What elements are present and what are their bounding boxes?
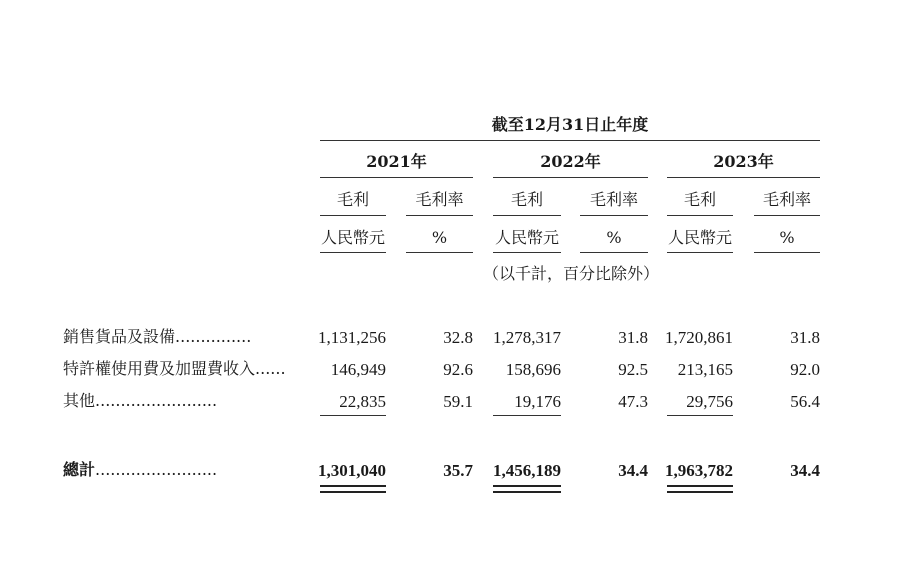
unit-rmb: 人民幣元 bbox=[667, 228, 732, 247]
double-underline bbox=[667, 491, 733, 493]
year-2022: 2022年 bbox=[540, 152, 601, 171]
divider bbox=[493, 177, 648, 178]
gross-margin-header: 毛利率 bbox=[589, 190, 638, 209]
table-cell: 59.1 bbox=[443, 392, 473, 411]
total-cell: 1,456,189 bbox=[493, 461, 561, 480]
total-label: 總計........................ bbox=[63, 460, 218, 479]
double-underline bbox=[667, 485, 733, 487]
divider bbox=[406, 252, 473, 253]
divider bbox=[320, 252, 386, 253]
row-label: 銷售貨品及設備............... bbox=[63, 327, 252, 346]
divider bbox=[320, 177, 473, 178]
unit-percent: % bbox=[431, 228, 448, 247]
row-label: 其他........................ bbox=[63, 391, 218, 410]
divider bbox=[667, 252, 733, 253]
divider bbox=[493, 415, 561, 416]
divider bbox=[580, 252, 648, 253]
table-cell: 1,720,861 bbox=[665, 328, 733, 347]
unit-percent: % bbox=[606, 228, 622, 247]
total-cell: 34.4 bbox=[618, 461, 648, 480]
units-note: （以千計，百分比除外） bbox=[483, 264, 660, 283]
divider bbox=[406, 215, 473, 216]
divider bbox=[754, 215, 820, 216]
divider bbox=[493, 215, 561, 216]
table-cell: 19,176 bbox=[514, 392, 561, 411]
total-cell: 1,301,040 bbox=[318, 461, 386, 480]
table-cell: 56.4 bbox=[790, 392, 820, 411]
double-underline bbox=[493, 485, 561, 487]
gross-profit-header: 毛利 bbox=[510, 190, 543, 209]
table-cell: 158,696 bbox=[505, 360, 561, 379]
table-cell: 92.6 bbox=[443, 360, 473, 379]
double-underline bbox=[493, 491, 561, 493]
table-cell: 31.8 bbox=[790, 328, 820, 347]
period-header: 截至12月31日止年度 bbox=[491, 115, 649, 134]
table-cell: 92.5 bbox=[618, 360, 648, 379]
unit-percent: % bbox=[779, 228, 795, 247]
total-cell: 1,963,782 bbox=[665, 461, 733, 480]
total-cell: 34.4 bbox=[790, 461, 820, 480]
divider bbox=[754, 252, 820, 253]
table-cell: 213,165 bbox=[677, 360, 733, 379]
year-2023: 2023年 bbox=[713, 152, 774, 171]
gross-margin-header: 毛利率 bbox=[415, 190, 464, 209]
table-cell: 1,278,317 bbox=[493, 328, 561, 347]
table-cell: 32.8 bbox=[443, 328, 473, 347]
gross-profit-header: 毛利 bbox=[683, 190, 716, 209]
table-cell: 92.0 bbox=[790, 360, 820, 379]
table-cell: 1,131,256 bbox=[318, 328, 386, 347]
divider bbox=[667, 215, 733, 216]
unit-rmb: 人民幣元 bbox=[494, 228, 559, 247]
divider bbox=[667, 415, 733, 416]
year-2021: 2021年 bbox=[366, 152, 427, 171]
row-label: 特許權使用費及加盟費收入...... bbox=[63, 359, 286, 378]
table-cell: 47.3 bbox=[618, 392, 648, 411]
table-cell: 29,756 bbox=[686, 392, 733, 411]
table-cell: 22,835 bbox=[339, 392, 386, 411]
table-cell: 146,949 bbox=[330, 360, 386, 379]
gross-margin-header: 毛利率 bbox=[762, 190, 811, 209]
double-underline bbox=[320, 491, 386, 493]
divider bbox=[667, 177, 820, 178]
unit-rmb: 人民幣元 bbox=[320, 228, 385, 247]
gross-profit-header: 毛利 bbox=[336, 190, 369, 209]
divider bbox=[580, 215, 648, 216]
total-cell: 35.7 bbox=[443, 461, 473, 480]
table-cell: 31.8 bbox=[618, 328, 648, 347]
divider bbox=[320, 415, 386, 416]
divider bbox=[320, 140, 820, 141]
divider bbox=[493, 252, 561, 253]
divider bbox=[320, 215, 386, 216]
double-underline bbox=[320, 485, 386, 487]
